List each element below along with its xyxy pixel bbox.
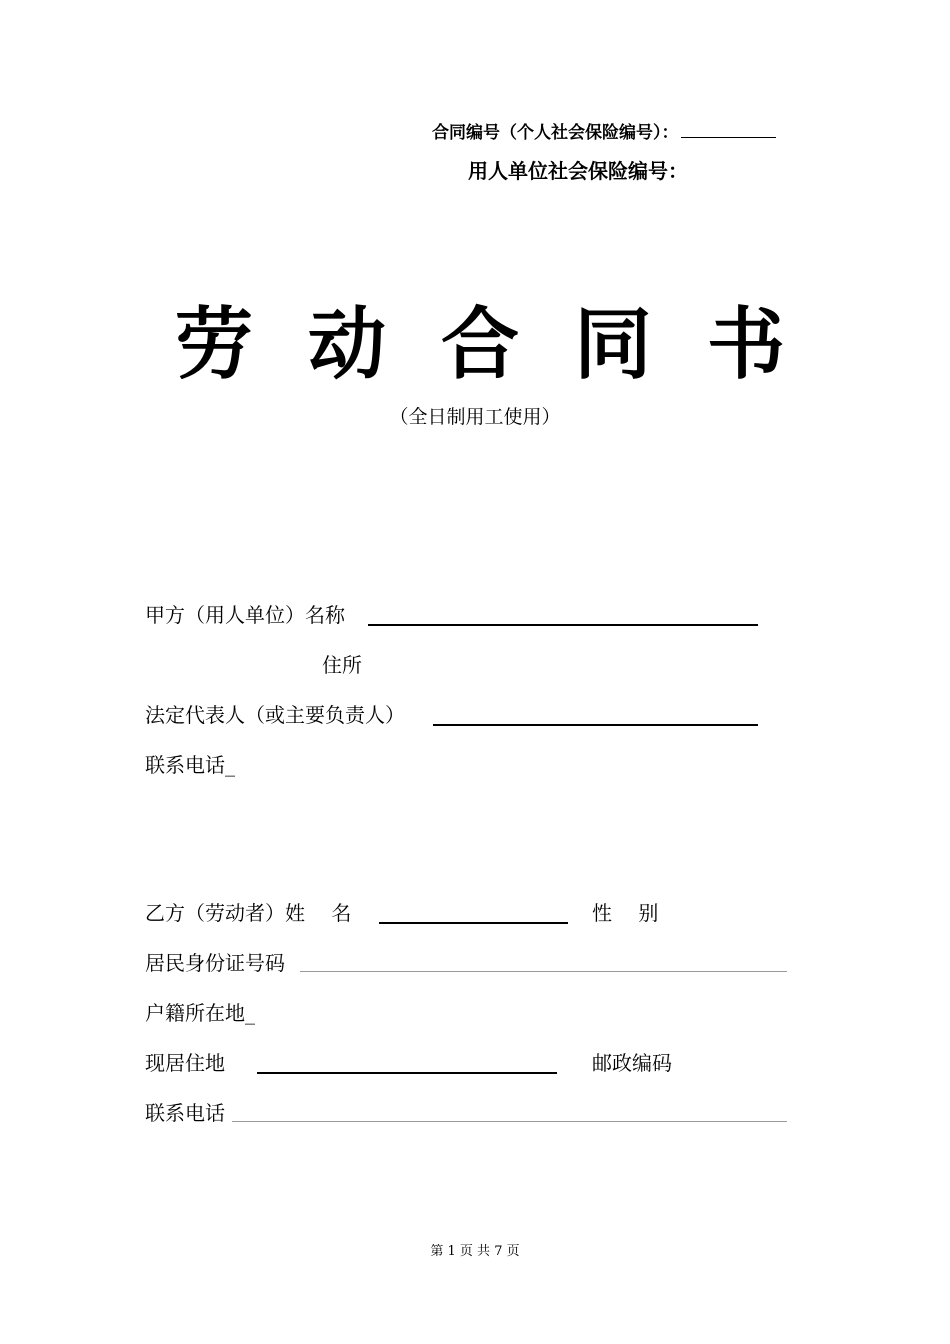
title-char: 书 <box>706 299 785 390</box>
document-subtitle: （全日制用工使用） <box>389 406 561 428</box>
party-b-phone-blank[interactable] <box>232 1121 787 1122</box>
page-number: 第 1 页 共 7 页 <box>430 1244 520 1259</box>
party-a-phone-label: 联系电话_ <box>145 753 235 777</box>
party-a-legal-rep-blank[interactable] <box>433 724 758 726</box>
party-b-residence-label: 现居住地 <box>145 1051 225 1075</box>
document-title <box>175 300 785 390</box>
title-char: 动 <box>307 299 386 390</box>
party-a-name-blank[interactable] <box>368 624 758 626</box>
party-b-household-label: 户籍所在地_ <box>145 1001 255 1025</box>
party-b-id-blank[interactable] <box>300 971 787 972</box>
party-a-name-label: 甲方（用人单位）名称 <box>145 603 345 627</box>
party-b-residence-blank[interactable] <box>257 1072 557 1074</box>
party-b-name-blank[interactable] <box>379 922 568 924</box>
employer-insurance-label: 用人单位社会保险编号： <box>468 159 688 183</box>
title-char: 劳 <box>175 299 254 390</box>
party-b-gender-label: 性 别 <box>592 901 659 925</box>
party-b-name-label: 乙方（劳动者）姓 名 <box>145 901 352 925</box>
title-char: 同 <box>573 299 652 390</box>
party-b-postcode-label: 邮政编码 <box>592 1051 672 1075</box>
party-b-id-label: 居民身份证号码 <box>145 951 285 975</box>
contract-number-line <box>432 118 776 143</box>
party-a-address-label: 住所 <box>322 653 362 677</box>
contract-number-label: 合同编号（个人社会保险编号）： <box>432 123 679 143</box>
contract-number-blank[interactable] <box>681 123 776 138</box>
title-char: 合 <box>440 299 519 390</box>
party-b-phone-label: 联系电话 <box>145 1101 225 1125</box>
party-a-legal-rep-label: 法定代表人（或主要负责人） <box>145 703 405 727</box>
